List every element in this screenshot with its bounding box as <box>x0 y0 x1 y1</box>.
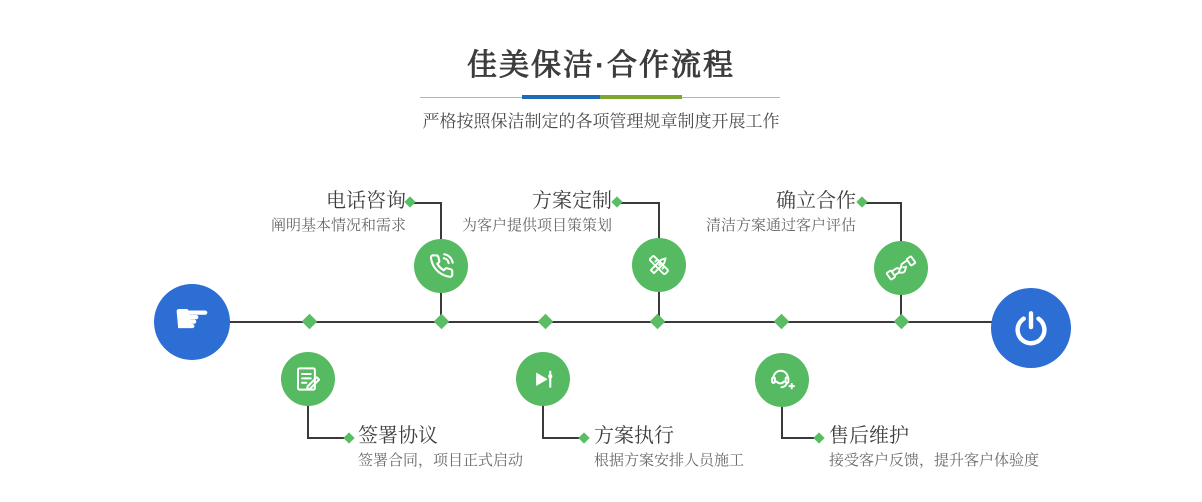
step-desc: 阐明基本情况和需求 <box>270 217 406 234</box>
timeline-node <box>774 314 790 330</box>
connector-phone-horizontal <box>412 202 441 204</box>
label-node-execute <box>578 432 589 443</box>
timeline-node <box>434 314 450 330</box>
headset-icon <box>766 364 798 396</box>
step-circle-sign <box>281 352 335 406</box>
connector-aftersale-horizontal <box>781 437 816 439</box>
page-title: 佳美保洁·合作流程 <box>467 49 735 82</box>
step-desc: 根据方案安排人员施工 <box>594 452 745 469</box>
step-circle-aftersale <box>755 353 809 407</box>
label-node-cooperate <box>856 196 867 207</box>
handshake-icon <box>885 252 917 284</box>
step-title: 电话咨询 <box>326 190 406 212</box>
step-title: 售后维护 <box>829 425 909 447</box>
connector-sign-horizontal <box>307 437 346 439</box>
timeline-node <box>538 314 554 330</box>
timeline-node <box>894 314 910 330</box>
step-title: 方案执行 <box>594 425 674 447</box>
step-circle-plan <box>632 238 686 292</box>
phone-icon <box>426 251 456 281</box>
step-circle-phone <box>414 239 468 293</box>
label-node-plan <box>611 196 622 207</box>
step-desc: 接受客户反馈，提升客户体验度 <box>829 452 1040 469</box>
step-circle-execute <box>516 352 570 406</box>
timeline-node <box>302 314 318 330</box>
flow-end-circle <box>991 288 1071 368</box>
title-divider-green-segment <box>600 95 682 99</box>
step-label-aftersale <box>829 424 1039 471</box>
flow-start-circle <box>154 284 230 360</box>
step-title: 确立合作 <box>776 190 856 212</box>
connector-execute-horizontal <box>542 437 581 439</box>
label-node-phone <box>404 196 415 207</box>
step-desc: 为客户提供项目策策划 <box>461 217 612 234</box>
step-circle-cooperate <box>874 241 928 295</box>
timeline-node <box>650 314 666 330</box>
step-desc: 签署合同，项目正式启动 <box>358 452 524 469</box>
label-node-sign <box>343 432 354 443</box>
play-icon <box>528 364 558 394</box>
connector-plan-horizontal <box>619 202 659 204</box>
step-label-phone <box>271 189 406 236</box>
step-label-execute <box>594 424 744 471</box>
step-title: 签署协议 <box>358 425 438 447</box>
page-subtitle: 严格按照保洁制定的各项管理规章制度开展工作 <box>422 112 780 131</box>
label-node-aftersale <box>813 432 824 443</box>
step-label-plan <box>462 189 612 236</box>
power-icon <box>1009 306 1053 350</box>
pencil-ruler-icon <box>644 250 674 280</box>
connector-cooperate-horizontal <box>866 202 901 204</box>
pointing-hand-icon: ☛ <box>173 294 211 343</box>
step-desc: 清洁方案通过客户评估 <box>705 217 856 234</box>
title-divider-blue-segment <box>522 95 600 99</box>
step-label-sign <box>358 424 523 471</box>
contract-icon <box>293 364 323 394</box>
step-title: 方案定制 <box>532 190 612 212</box>
step-label-cooperate <box>706 189 856 236</box>
